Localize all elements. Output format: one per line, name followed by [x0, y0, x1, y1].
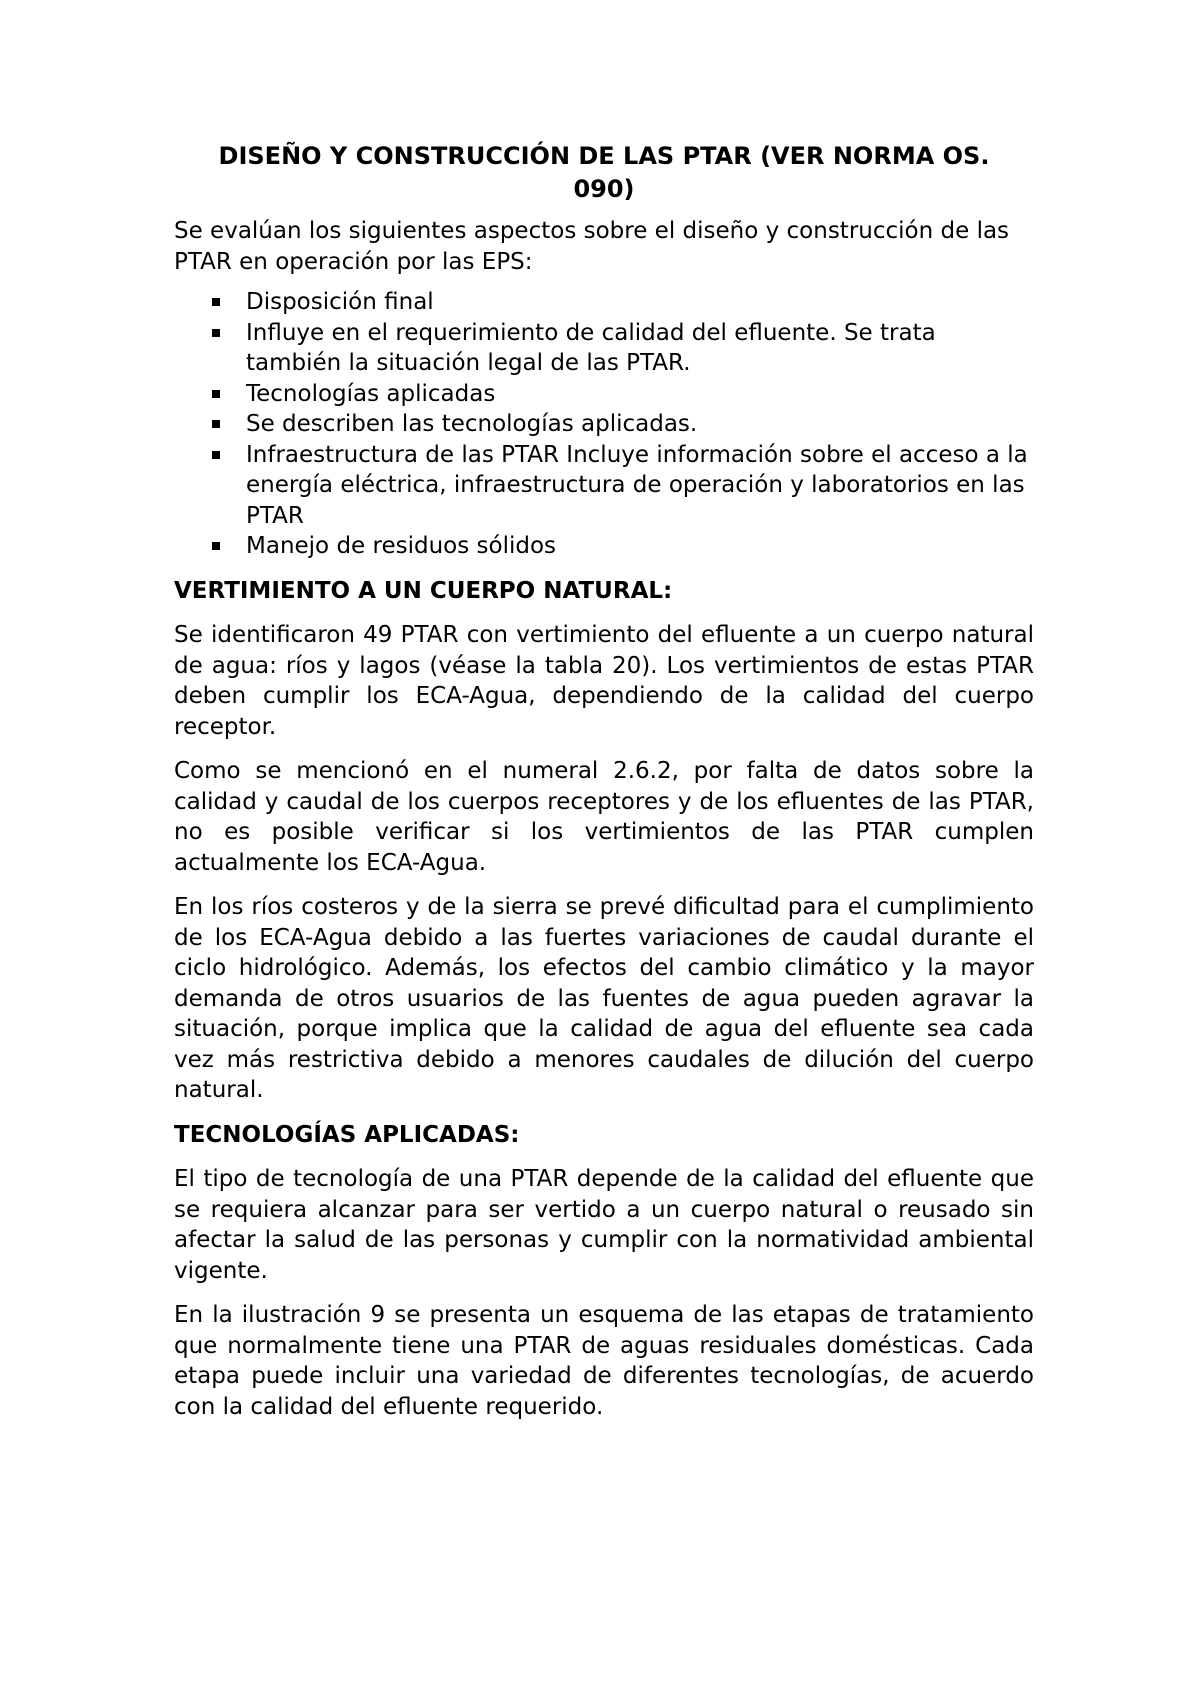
square-bullet-icon — [212, 298, 220, 306]
aspects-list — [174, 287, 1034, 562]
list-item-text: Se describen las tecnologías aplicadas. — [246, 411, 698, 437]
list-item — [246, 531, 1034, 562]
square-bullet-icon — [212, 390, 220, 398]
square-bullet-icon — [212, 542, 220, 550]
section-heading-vertimiento: VERTIMIENTO A UN CUERPO NATURAL: — [174, 577, 673, 604]
square-bullet-icon — [212, 329, 220, 337]
body-paragraph: Se identificaron 49 PTAR con vertimiento del efluente a un cuerpo natural de agua: ríos y lagos (véase la tabla 20). Los vertimientos de estas PTAR deben cumplir los ECA-Agua, dependiendo de la calidad del cuerpo receptor. — [174, 622, 1034, 740]
list-item — [246, 379, 1034, 410]
list-item — [246, 409, 1034, 440]
square-bullet-icon — [212, 451, 220, 459]
intro-paragraph: Se evalúan los siguientes aspectos sobre el diseño y construcción de las PTAR en operación por las EPS: — [174, 218, 1010, 275]
body-paragraph: El tipo de tecnología de una PTAR depende de la calidad del efluente que se requiera alcanzar para ser vertido a un cuerpo natural o reusado sin afectar la salud de las personas y cumplir con la normatividad ambiental vigente. — [174, 1166, 1034, 1284]
body-paragraph: Como se mencionó en el numeral 2.6.2, por falta de datos sobre la calidad y caudal de los cuerpos receptores y de los efluentes de las PTAR, no es posible verificar si los vertimientos de las PTAR cumplen actualmente los ECA-Agua. — [174, 758, 1034, 876]
document-page — [174, 140, 1034, 1436]
document-title: DISEÑO Y CONSTRUCCIÓN DE LAS PTAR (VER NORMA OS. 090) — [218, 142, 990, 203]
list-item — [246, 318, 1034, 379]
list-item-text: Disposición final — [246, 289, 434, 315]
body-paragraph: En los ríos costeros y de la sierra se prevé dificultad para el cumplimiento de los ECA-Agua debido a las fuertes variaciones de caudal durante el ciclo hidrológico. Además, los efectos del cambio climático y la mayor demanda de otros usuarios de las fuentes de agua pueden agravar la situación, porque implica que la calidad de agua del efluente sea cada vez más restrictiva debido a menores caudales de dilución del cuerpo natural. — [174, 894, 1034, 1103]
list-item-text: Infraestructura de las PTAR Incluye información sobre el acceso a la energía eléctrica, infraestructura de operación y laboratorios en las PTAR — [246, 441, 1028, 529]
body-paragraph: En la ilustración 9 se presenta un esquema de las etapas de tratamiento que normalmente tiene una PTAR de aguas residuales domésticas. Cada etapa puede incluir una variedad de diferentes tecnologías, de acuerdo con la calidad del efluente requerido. — [174, 1302, 1034, 1420]
square-bullet-icon — [212, 420, 220, 428]
list-item-text: Tecnologías aplicadas — [246, 380, 496, 407]
list-item-text: Influye en el requerimiento de calidad del efluente. Se trata también la situación legal de las PTAR. — [246, 319, 936, 376]
list-item — [246, 287, 1034, 318]
section-heading-tecnologias: TECNOLOGÍAS APLICADAS: — [174, 1121, 520, 1148]
list-item-text: Manejo de residuos sólidos — [246, 533, 557, 559]
list-item — [246, 440, 1034, 532]
